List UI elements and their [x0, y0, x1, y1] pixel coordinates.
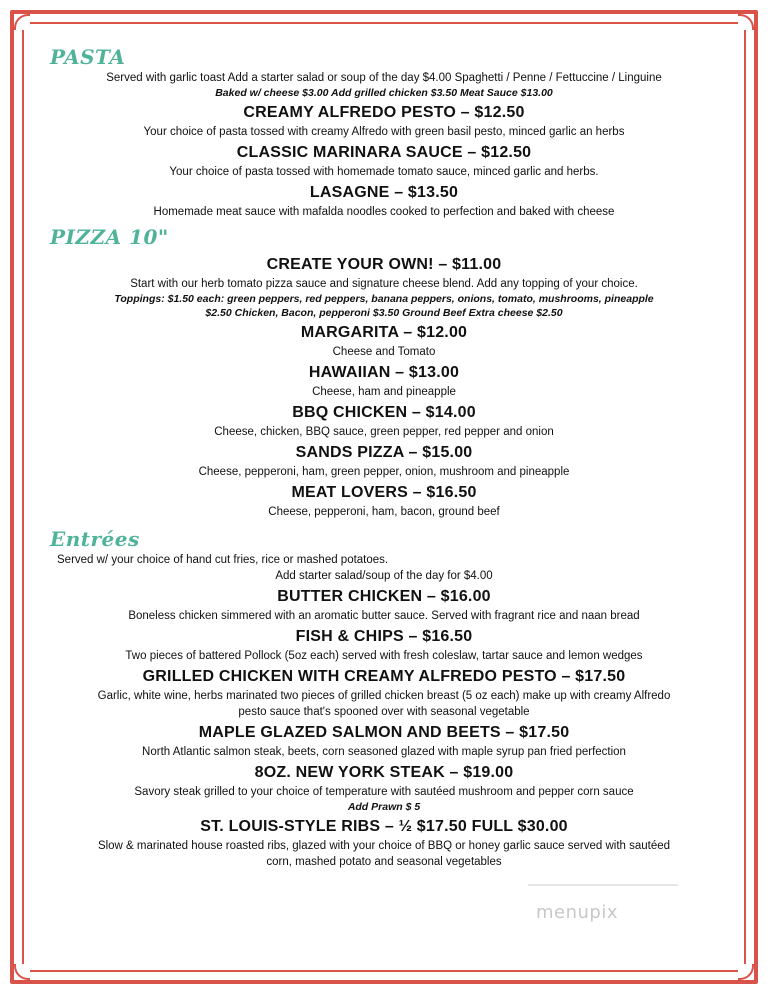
menu-item-desc: Your choice of pasta tossed with homemade tomato sauce, minced garlic and herbs. — [169, 166, 599, 178]
menu-item-desc: pesto sauce that's spooned over with seasonal vegetable — [238, 706, 530, 718]
menu-item-desc: Garlic, white wine, herbs marinated two pieces of grilled chicken breast (5 oz each) make up with creamy Alfredo — [97, 690, 671, 702]
watermark-rule — [528, 884, 678, 886]
menu-item-desc: Cheese, ham and pineapple — [312, 386, 456, 398]
menu-item-desc: Cheese, pepperoni, ham, bacon, ground beef — [268, 506, 500, 518]
menu-item-title: BBQ CHICKEN – $14.00 — [292, 404, 476, 421]
menu-item-title: BUTTER CHICKEN – $16.00 — [277, 588, 491, 605]
menu-item-desc: Savory steak grilled to your choice of temperature with sautéed mushroom and pepper corn sauce — [134, 786, 634, 798]
menu-item-desc: Homemade meat sauce with mafalda noodles cooked to perfection and baked with cheese — [153, 206, 615, 218]
pasta-addons: Baked w/ cheese $3.00 Add grilled chicken $3.50 Meat Sauce $13.00 — [215, 87, 553, 99]
pizza-toppings: $2.50 Chicken, Bacon, pepperoni $3.50 Ground Beef Extra cheese $2.50 — [205, 307, 563, 319]
menu-item-title: HAWAIIAN – $13.00 — [308, 364, 460, 381]
menu-page — [40, 44, 728, 870]
menu-item-title: CREAMY ALFREDO PESTO – $12.50 — [243, 104, 525, 121]
menu-item-desc: Cheese, chicken, BBQ sauce, green pepper, red pepper and onion — [214, 426, 554, 438]
section-title-pizza: PIZZA 10" — [50, 225, 169, 249]
menu-item-desc: corn, mashed potato and seasonal vegetables — [266, 856, 502, 868]
menu-item-note: Add Prawn $ 5 — [347, 801, 421, 813]
menu-item-title: MEAT LOVERS – $16.50 — [291, 484, 477, 501]
entrees-intro: Add starter salad/soup of the day for $4.00 — [275, 570, 493, 582]
menu-item-title: ST. LOUIS-STYLE RIBS – ½ $17.50 FULL $30.00 — [200, 818, 568, 835]
watermark-logo: menupix — [536, 902, 619, 923]
menu-item-desc: Two pieces of battered Pollock (5oz each) served with fresh coleslaw, tartar sauce and lemon wedges — [125, 650, 643, 662]
menu-item-title: CREATE YOUR OWN! – $11.00 — [266, 256, 502, 273]
menu-item-desc: Slow & marinated house roasted ribs, glazed with your choice of BBQ or honey garlic sauce served with sautéed — [97, 840, 671, 852]
pizza-toppings: Toppings: $1.50 each: green peppers, red peppers, banana peppers, onions, tomato, mushrooms, pineapple — [114, 293, 654, 305]
section-title-entrees: Entrées — [50, 527, 140, 551]
menu-item-title: FISH & CHIPS – $16.50 — [295, 628, 473, 645]
menu-item-desc: Your choice of pasta tossed with creamy Alfredo with green basil pesto, minced garlic an herbs — [143, 126, 625, 138]
section-title-pasta: PASTA — [50, 45, 126, 69]
menu-item-title: MAPLE GLAZED SALMON AND BEETS – $17.50 — [198, 724, 570, 741]
menu-item-title: SANDS PIZZA – $15.00 — [295, 444, 473, 461]
menu-item-desc: Cheese and Tomato — [332, 346, 436, 358]
menu-item-title: GRILLED CHICKEN WITH CREAMY ALFREDO PESTO – $17.50 — [142, 668, 626, 685]
menu-item-title: MARGARITA – $12.00 — [300, 324, 468, 341]
menu-item-desc: Boneless chicken simmered with an aromatic butter sauce. Served with fragrant rice and naan bread — [128, 610, 640, 622]
menu-item-title: CLASSIC MARINARA SAUCE – $12.50 — [236, 144, 532, 161]
pasta-intro: Served with garlic toast Add a starter salad or soup of the day $4.00 Spaghetti / Penne / Fettuccine / Linguine — [106, 72, 662, 84]
entrees-intro: Served w/ your choice of hand cut fries, rice or mashed potatoes. — [57, 554, 389, 566]
menu-item-title: LASAGNE – $13.50 — [309, 184, 459, 201]
menu-item-desc: Start with our herb tomato pizza sauce and signature cheese blend. Add any topping of your choice. — [130, 278, 638, 290]
menu-item-desc: North Atlantic salmon steak, beets, corn seasoned glazed with maple syrup pan fried perfection — [142, 746, 626, 758]
menu-item-title: 8OZ. NEW YORK STEAK – $19.00 — [254, 764, 514, 781]
menu-item-desc: Cheese, pepperoni, ham, green pepper, onion, mushroom and pineapple — [198, 466, 570, 478]
